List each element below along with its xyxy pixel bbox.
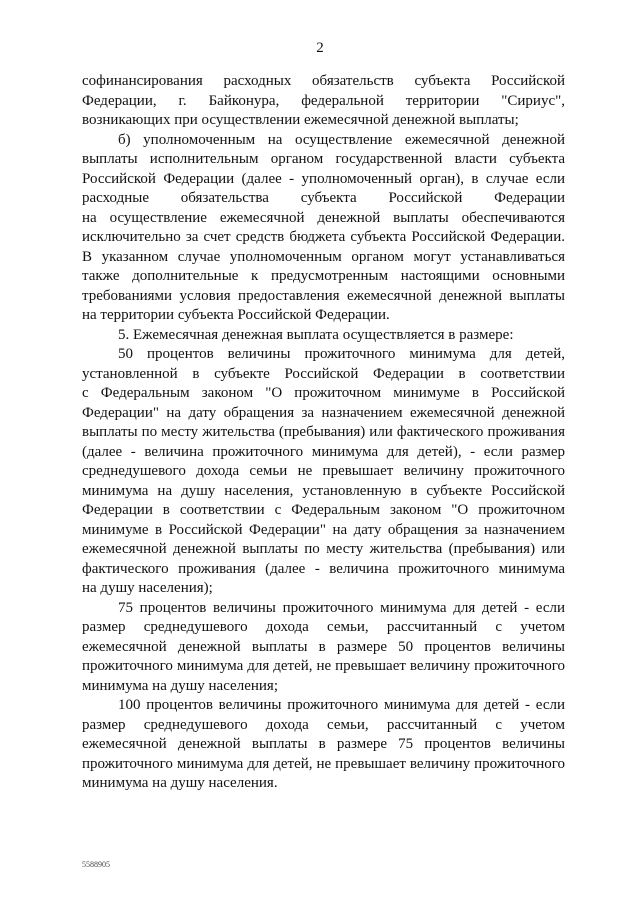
text-line: расходные обязательства субъекта Российской Федерации xyxy=(82,190,565,206)
text-line: софинансирования расходных обязательств субъекта Российской xyxy=(82,73,565,89)
text-line: на душу населения); xyxy=(82,580,213,596)
text-line: (далее - величина прожиточного минимума для детей), - если размер xyxy=(82,443,565,460)
text-line: Федерации в соответствии с Федеральным законом "О прожиточном xyxy=(82,502,565,518)
text-line: размер среднедушевого дохода семьи, рассчитанный с учетом xyxy=(82,716,565,733)
page-number: 2 xyxy=(316,40,324,56)
text-line: ежемесячной денежной выплаты в размере 50 процентов величины xyxy=(82,638,565,655)
text-line: с Федеральным законом "О прожиточном минимуме в Российской xyxy=(82,385,565,401)
text-line: исключительно за счет средств бюджета субъекта Российской Федерации. xyxy=(82,229,565,245)
text-line: Федерации" на дату обращения за назначением ежемесячной денежной xyxy=(82,404,565,421)
text-line: возникающих при осуществлении ежемесячной денежной выплаты; xyxy=(82,112,519,128)
text-line: требованиями условия предоставления ежемесячной денежной выплаты xyxy=(82,287,565,304)
text-line: 5. Ежемесячная денежная выплата осуществляется в размере: xyxy=(118,326,514,343)
text-line: прожиточного минимума для детей, не превышает величину прожиточного xyxy=(82,755,565,772)
text-line: В указанном случае уполномоченным органом могут устанавливаться xyxy=(82,248,565,265)
text-line: 100 процентов величины прожиточного минимума для детей - если xyxy=(118,697,565,713)
text-line: минимума на душу населения. xyxy=(82,775,278,791)
document-body xyxy=(82,72,565,794)
text-line: минимума на душу населения; xyxy=(82,677,278,694)
text-line: размер среднедушевого дохода семьи, рассчитанный с учетом xyxy=(82,619,565,635)
text-line: фактического проживания (далее - величина прожиточного минимума xyxy=(82,560,565,577)
text-line: ежемесячной денежной выплаты по месту жительства (пребывания) или xyxy=(82,541,565,557)
document-id: 5588905 xyxy=(82,860,110,869)
text-line: ежемесячной денежной выплаты в размере 75 процентов величины xyxy=(82,736,565,752)
text-line: на территории субъекта Российской Федерации. xyxy=(82,307,390,323)
text-line: среднедушевого дохода семьи не превышает величину прожиточного xyxy=(82,463,565,479)
text-line: выплаты по месту жительства (пребывания) или фактического проживания xyxy=(82,424,565,440)
text-line: б) уполномоченным на осуществление ежемесячной денежной xyxy=(118,131,565,148)
text-line: установленной в субъекте Российской Федерации в соответствии xyxy=(82,365,565,382)
text-line: минимуме в Российской Федерации" на дату обращения за назначением xyxy=(82,521,565,538)
text-line: минимума на душу населения, установленную в субъекте Российской xyxy=(82,482,565,499)
text-line: также дополнительные к предусмотренным настоящими основными xyxy=(82,268,565,284)
text-line: на осуществление ежемесячной денежной выплаты обеспечиваются xyxy=(82,209,565,226)
text-line: Российской Федерации (далее - уполномоченный орган), в случае если xyxy=(82,170,565,187)
text-line: 75 процентов величины прожиточного минимума для детей - если xyxy=(118,599,565,616)
text-line: выплаты исполнительным органом государственной власти субъекта xyxy=(82,151,565,167)
text-line: прожиточного минимума для детей, не превышает величину прожиточного xyxy=(82,658,565,674)
text-line: Федерации, г. Байконура, федеральной территории "Сириус", xyxy=(82,92,565,109)
text-line: 50 процентов величины прожиточного минимума для детей, xyxy=(118,346,565,362)
